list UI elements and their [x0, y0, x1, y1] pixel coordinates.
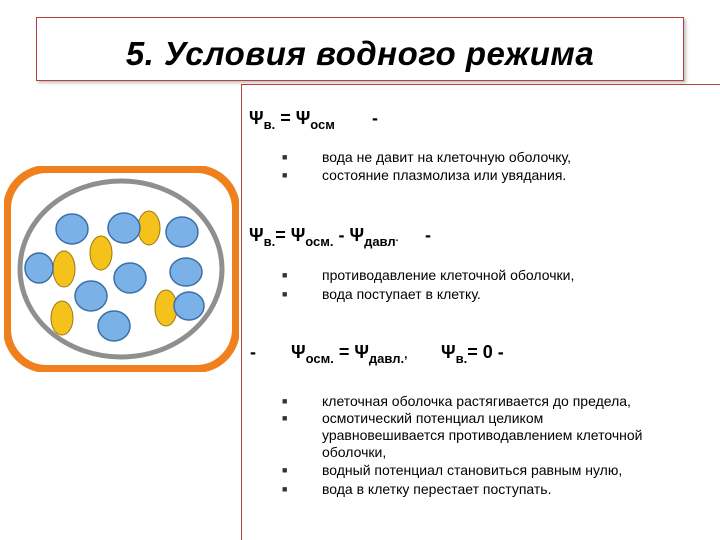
formula-1-dash: -	[372, 108, 378, 128]
bullet-icon: ■	[282, 152, 288, 162]
blue-cell	[174, 292, 204, 320]
blue-cell	[114, 263, 146, 293]
formula-3-water: $\Psi_{в.}= 0$ -	[441, 342, 504, 366]
yellow-cell	[90, 236, 112, 270]
formula-2: $\Psi_{в.}= \Psi_{осм.} - \Psi_{давл}$.	[249, 225, 399, 249]
section3-item-cont: уравновешивается противодавлением клеточной	[322, 427, 643, 443]
section3-item: осмотический потенциал целиком	[322, 410, 544, 426]
section3-item: водный потенциал становиться равным нулю,	[322, 462, 623, 478]
bullet-icon: ■	[282, 413, 288, 423]
blue-cell	[108, 213, 140, 243]
formula-1: $\Psi_{в.} = \Psi_{осм}$	[249, 108, 335, 132]
section2-item: противодавление клеточной оболочки,	[322, 267, 575, 283]
blue-cell	[166, 217, 198, 247]
cells-illustration	[4, 166, 239, 372]
formula-2-dash: -	[425, 225, 431, 245]
blue-cell	[25, 253, 53, 283]
yellow-cell	[138, 211, 160, 245]
bullet-icon: ■	[282, 465, 288, 475]
formula-3-lead-dash: -	[250, 342, 256, 362]
formula-3: $\Psi_{осм.} = \Psi_{давл.}$,	[291, 342, 408, 366]
bullet-icon: ■	[282, 170, 288, 180]
section2-item: вода поступает в клетку.	[322, 286, 481, 302]
section3-item-cont: оболочки,	[322, 444, 387, 460]
bullet-icon: ■	[282, 289, 288, 299]
blue-cell	[75, 281, 107, 311]
section1-item: состояние плазмолиза или увядания.	[322, 167, 567, 183]
title-box	[36, 17, 684, 81]
bullet-icon: ■	[282, 484, 288, 494]
bullet-icon: ■	[282, 396, 288, 406]
blue-cell	[56, 214, 88, 244]
bullet-icon: ■	[282, 270, 288, 280]
blue-cell	[98, 311, 130, 341]
section3-item: клеточная оболочка растягивается до предела,	[322, 393, 631, 409]
yellow-cell	[51, 301, 73, 335]
blue-cell	[170, 258, 202, 286]
yellow-cell	[53, 251, 75, 287]
slide-title: 5. Условия водного режима	[125, 35, 595, 72]
section1-item: вода не давит на клеточную оболочку,	[322, 149, 572, 165]
section3-item: вода в клетку перестает поступать.	[322, 481, 552, 497]
